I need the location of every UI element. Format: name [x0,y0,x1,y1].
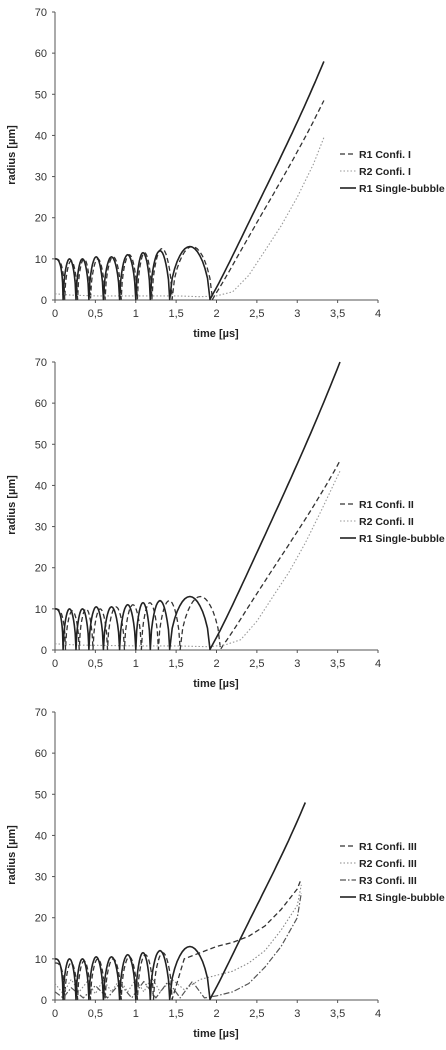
x-tick-label: 3 [294,658,301,670]
legend-label: R3 Confi. III [359,875,417,887]
y-tick-label: 20 [34,912,47,925]
x-tick-label: 3 [294,308,301,320]
legend-label: R2 Confi. I [359,166,411,178]
series-line [55,101,324,300]
x-tick-label: 3 [294,1008,301,1020]
y-axis-title: radius [µm] [6,825,18,885]
x-tick-label: 1,5 [168,1008,184,1020]
y-tick-label: 60 [34,748,47,761]
x-tick-label: 0 [51,658,59,670]
legend-label: R1 Single-bubble [359,892,445,904]
x-axis-title: time [µs] [193,678,239,690]
y-tick-label: 40 [34,830,47,843]
chart-3 [0,700,446,1050]
chart-1 [0,0,446,350]
x-tick-label: 1,5 [168,658,184,670]
x-tick-label: 2 [213,658,220,670]
y-tick-label: 0 [40,995,47,1007]
x-tick-label: 2,5 [249,308,265,320]
x-tick-label: 4 [374,1008,382,1020]
x-tick-label: 0,5 [87,658,104,670]
y-tick-label: 10 [34,953,47,966]
x-tick-label: 1 [132,658,139,670]
x-tick-label: 2 [213,308,220,320]
series-line [55,138,324,297]
x-tick-label: 0,5 [87,308,104,320]
x-tick-label: 1,5 [168,308,184,320]
y-tick-label: 0 [40,645,47,657]
legend-label: R1 Confi. III [359,841,417,853]
y-axis-title: radius [µm] [6,475,18,535]
y-axis-title: radius [µm] [6,125,18,185]
x-tick-label: 1 [132,1008,139,1020]
x-tick-label: 2,5 [249,1008,265,1020]
y-tick-label: 60 [34,398,47,411]
plot-area [35,7,445,320]
series-line [55,461,340,650]
legend-label: R1 Single-bubble [359,533,445,545]
plot-area [35,707,445,1020]
legend-label: R2 Confi. II [359,516,414,528]
x-tick-label: 0 [51,308,59,320]
y-tick-label: 50 [34,439,47,452]
x-tick-label: 4 [374,658,382,670]
x-tick-label: 0 [51,1008,59,1020]
y-tick-label: 30 [34,521,47,534]
x-axis-title: time [µs] [193,328,239,340]
x-tick-label: 4 [374,308,382,320]
y-tick-label: 50 [34,789,47,802]
y-tick-label: 70 [34,707,47,719]
x-tick-label: 0,5 [87,1008,104,1020]
y-tick-label: 60 [34,48,47,61]
legend-label: R2 Confi. III [359,858,417,870]
y-tick-label: 20 [34,212,47,225]
legend-label: R1 Confi. II [359,499,414,511]
y-tick-label: 40 [34,480,47,493]
x-axis-title: time [µs] [193,1028,239,1040]
y-tick-label: 10 [34,603,47,616]
y-tick-label: 40 [34,130,47,143]
plot-area [35,357,445,670]
y-tick-label: 30 [34,171,47,184]
y-tick-label: 10 [34,253,47,266]
series-line [55,879,301,1000]
y-tick-label: 70 [34,7,47,19]
y-tick-label: 30 [34,871,47,884]
y-tick-label: 50 [34,89,47,102]
series-line [55,803,305,1000]
x-tick-label: 1 [132,308,139,320]
x-tick-label: 3,5 [329,1008,346,1020]
y-tick-label: 70 [34,357,47,369]
x-tick-label: 2,5 [249,658,265,670]
series-line [55,362,340,649]
x-tick-label: 3,5 [329,308,346,320]
x-tick-label: 2 [213,1008,220,1020]
legend-label: R1 Confi. I [359,149,411,161]
series-line [55,471,340,647]
x-tick-label: 3,5 [329,658,346,670]
y-tick-label: 0 [40,295,47,307]
chart-2 [0,350,446,700]
legend-label: R1 Single-bubble [359,183,445,195]
y-tick-label: 20 [34,562,47,575]
